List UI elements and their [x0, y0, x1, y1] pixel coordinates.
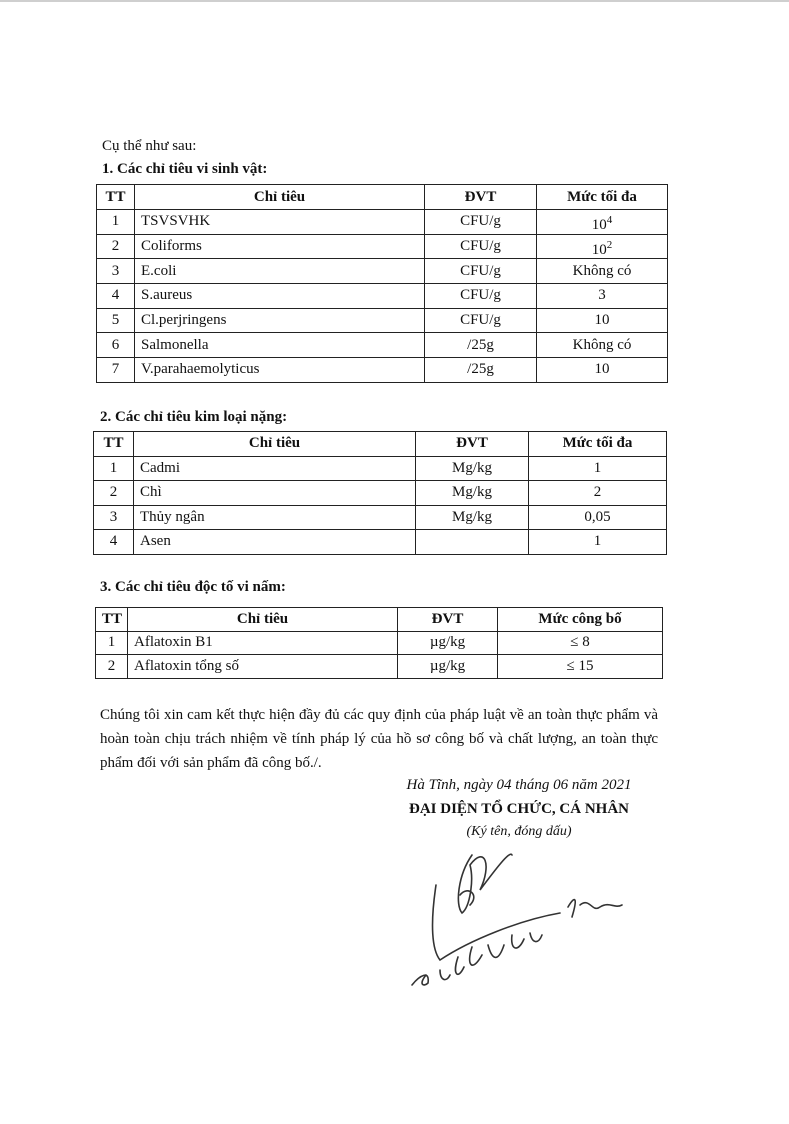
unit: CFU/g — [425, 308, 537, 333]
max-value: 1 — [529, 530, 667, 555]
indicator-name: Asen — [134, 530, 416, 555]
header-declared: Mức công bố — [498, 608, 663, 632]
section2-heading: 2. Các chỉ tiêu kim loại nặng: — [100, 409, 288, 425]
max-value: ≤ 8 — [498, 631, 663, 655]
indicator-name: Aflatoxin B1 — [128, 631, 398, 655]
header-tt: TT — [94, 432, 134, 457]
indicator-name: Aflatoxin tổng số — [128, 655, 398, 679]
signature-note: (Ký tên, đóng dấu) — [466, 824, 572, 839]
indicator-name: Cl.perjringens — [135, 308, 425, 333]
heavy-metals-table — [93, 431, 667, 555]
header-max: Mức tối đa — [537, 185, 668, 210]
unit: µg/kg — [398, 631, 498, 655]
table-header-row — [94, 432, 667, 457]
unit — [416, 530, 529, 555]
handwritten-signature — [400, 835, 640, 995]
indicator-name: TSVSVHK — [135, 210, 425, 235]
header-unit: ĐVT — [416, 432, 529, 457]
unit: CFU/g — [425, 210, 537, 235]
table-row — [96, 655, 663, 679]
microbiology-table — [96, 184, 668, 383]
header-indicator: Chỉ tiêu — [135, 185, 425, 210]
row-number: 4 — [97, 284, 135, 309]
table-row — [97, 234, 668, 259]
max-value: Không có — [537, 259, 668, 284]
indicator-name: Cadmi — [134, 456, 416, 481]
header-unit: ĐVT — [425, 185, 537, 210]
max-value: Không có — [537, 333, 668, 358]
indicator-name: Chì — [134, 481, 416, 506]
max-value: 10 — [537, 358, 668, 383]
row-number: 5 — [97, 308, 135, 333]
header-unit: ĐVT — [398, 608, 498, 632]
max-value: 2 — [529, 481, 667, 506]
max-value — [537, 210, 668, 235]
intro-text: Cụ thể như sau: — [102, 138, 197, 154]
unit: CFU/g — [425, 234, 537, 259]
row-number: 1 — [94, 456, 134, 481]
indicator-name: E.coli — [135, 259, 425, 284]
max-value: 0,05 — [529, 505, 667, 530]
table-row — [97, 259, 668, 284]
table-row — [94, 481, 667, 506]
table-row — [94, 456, 667, 481]
value-base: 10 — [591, 242, 607, 259]
section3-heading: 3. Các chỉ tiêu độc tố vi nấm: — [100, 579, 286, 595]
unit: CFU/g — [425, 259, 537, 284]
unit: µg/kg — [398, 655, 498, 679]
commitment-paragraph: Chúng tôi xin cam kết thực hiện đầy đủ các quy định của pháp luật về an toàn thực phẩm và hoàn toàn chịu trách nhiệm về tính pháp lý của hồ sơ công bố và chất lượng, an toàn thực phẩm đối với sản phẩm đã công bố./. — [100, 707, 658, 771]
row-number: 1 — [96, 631, 128, 655]
table-row — [97, 358, 668, 383]
place-date: Hà Tĩnh, ngày 04 tháng 06 năm 2021 — [406, 777, 632, 793]
max-value: 3 — [537, 284, 668, 309]
row-number: 6 — [97, 333, 135, 358]
row-number: 1 — [97, 210, 135, 235]
unit: Mg/kg — [416, 481, 529, 506]
indicator-name: Coliforms — [135, 234, 425, 259]
row-number: 7 — [97, 358, 135, 383]
table-row — [94, 530, 667, 555]
table-header-row — [96, 608, 663, 632]
row-number: 2 — [97, 234, 135, 259]
indicator-name: V.parahaemolyticus — [135, 358, 425, 383]
table-header-row — [97, 185, 668, 210]
table-row — [97, 210, 668, 235]
row-number: 2 — [94, 481, 134, 506]
indicator-name: Thủy ngân — [134, 505, 416, 530]
mycotoxin-table — [95, 607, 663, 679]
row-number: 4 — [94, 530, 134, 555]
table-row — [97, 284, 668, 309]
indicator-name: S.aureus — [135, 284, 425, 309]
table-row — [94, 505, 667, 530]
header-indicator: Chỉ tiêu — [128, 608, 398, 632]
max-value: 1 — [529, 456, 667, 481]
representative-title: ĐẠI DIỆN TỔ CHỨC, CÁ NHÂN — [408, 801, 629, 817]
max-value: ≤ 15 — [498, 655, 663, 679]
table-row — [97, 308, 668, 333]
value-base: 10 — [591, 217, 607, 234]
header-max: Mức tối đa — [529, 432, 667, 457]
unit: Mg/kg — [416, 456, 529, 481]
header-tt: TT — [97, 185, 135, 210]
header-tt: TT — [96, 608, 128, 632]
unit: /25g — [425, 358, 537, 383]
table-row — [97, 333, 668, 358]
unit: CFU/g — [425, 284, 537, 309]
header-indicator: Chỉ tiêu — [134, 432, 416, 457]
max-value — [537, 234, 668, 259]
value-exponent: 4 — [606, 214, 613, 227]
unit: /25g — [425, 333, 537, 358]
page-top-edge — [0, 0, 789, 2]
value-exponent: 2 — [606, 239, 613, 252]
indicator-name: Salmonella — [135, 333, 425, 358]
unit: Mg/kg — [416, 505, 529, 530]
section1-heading: 1. Các chỉ tiêu vi sinh vật: — [102, 161, 268, 177]
row-number: 2 — [96, 655, 128, 679]
row-number: 3 — [94, 505, 134, 530]
table-row — [96, 631, 663, 655]
row-number: 3 — [97, 259, 135, 284]
max-value: 10 — [537, 308, 668, 333]
